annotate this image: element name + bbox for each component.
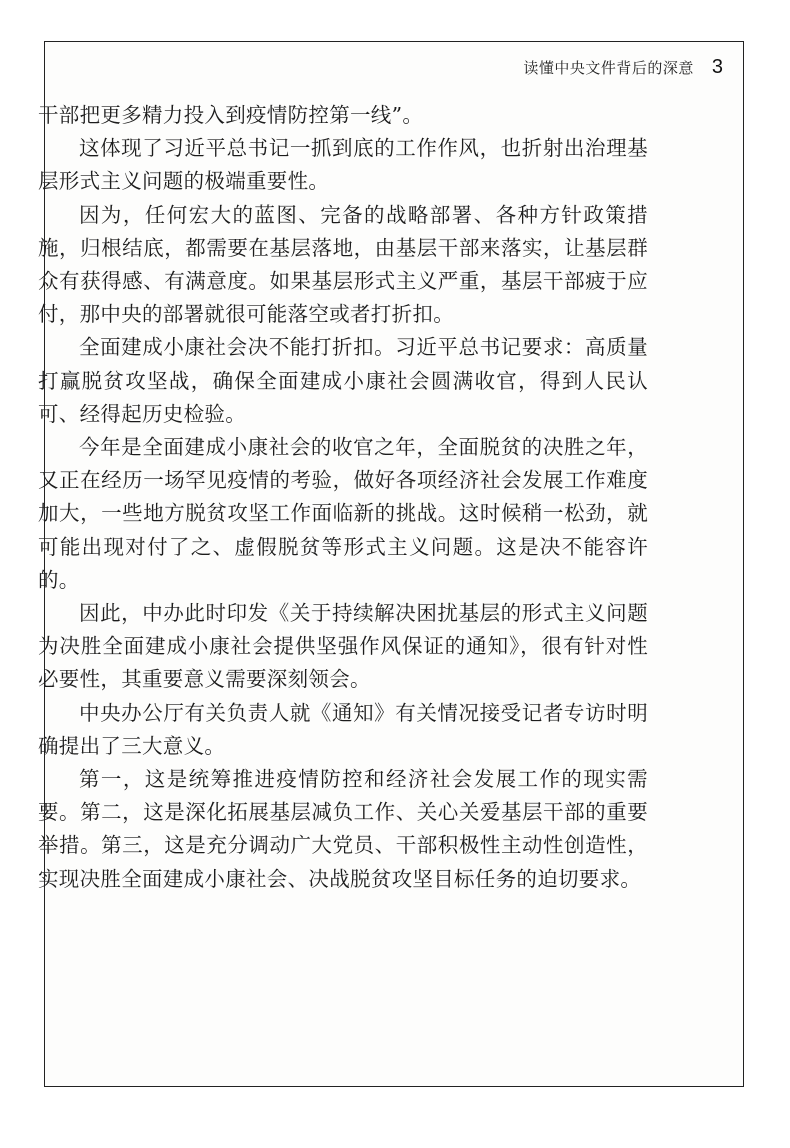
paragraph: 这体现了习近平总书记一抓到底的工作作风，也折射出治理基层形式主义问题的极端重要性。: [38, 136, 648, 194]
paragraph: 中央办公厅有关负责人就《通知》有关情况接受记者专访时明确提出了三大意义。: [38, 700, 648, 758]
paragraph-continuation: 干部把更多精力投入到疫情防控第一线”。: [38, 103, 424, 127]
paragraph: 第一，这是统筹推进疫情防控和经济社会发展工作的现实需要。第二，这是深化拓展基层减负工作、关心关爱基层干部的重要举措。第三，这是充分调动广大党员、干部积极性主动性创造性，实现决胜全面建成小康社会、决战脱贫攻坚目标任务的迫切要求。: [38, 767, 648, 891]
running-header: [523, 56, 723, 79]
paragraph: 因此，中办此时印发《关于持续解决困扰基层的形式主义问题为决胜全面建成小康社会提供坚强作风保证的通知》，很有针对性必要性，其重要意义需要深刻领会。: [38, 601, 648, 692]
header-title: 读懂中央文件背后的深意: [523, 59, 694, 77]
paragraph: 今年是全面建成小康社会的收官之年，全面脱贫的决胜之年，又正在经历一场罕见疫情的考验，做好各项经济社会发展工作难度加大，一些地方脱贫攻坚工作面临新的挑战。这时候稍一松劲，就可能出现对付了之、虚假脱贫等形式主义问题。这是决不能容许的。: [38, 435, 648, 592]
paragraph: 因为，任何宏大的蓝图、完备的战略部署、各种方针政策措施，归根结底，都需要在基层落地，由基层干部来落实，让基层群众有获得感、有满意度。如果基层形式主义严重，基层干部疲于应付，那中央的部署就很可能落空或者打折扣。: [38, 202, 648, 327]
body-text: [38, 99, 648, 896]
paragraph: 全面建成小康社会决不能打折扣。习近平总书记要求：高质量打赢脱贫攻坚战，确保全面建成小康社会圆满收官，得到人民认可、经得起历史检验。: [38, 335, 648, 426]
page-number: 3: [711, 56, 723, 78]
